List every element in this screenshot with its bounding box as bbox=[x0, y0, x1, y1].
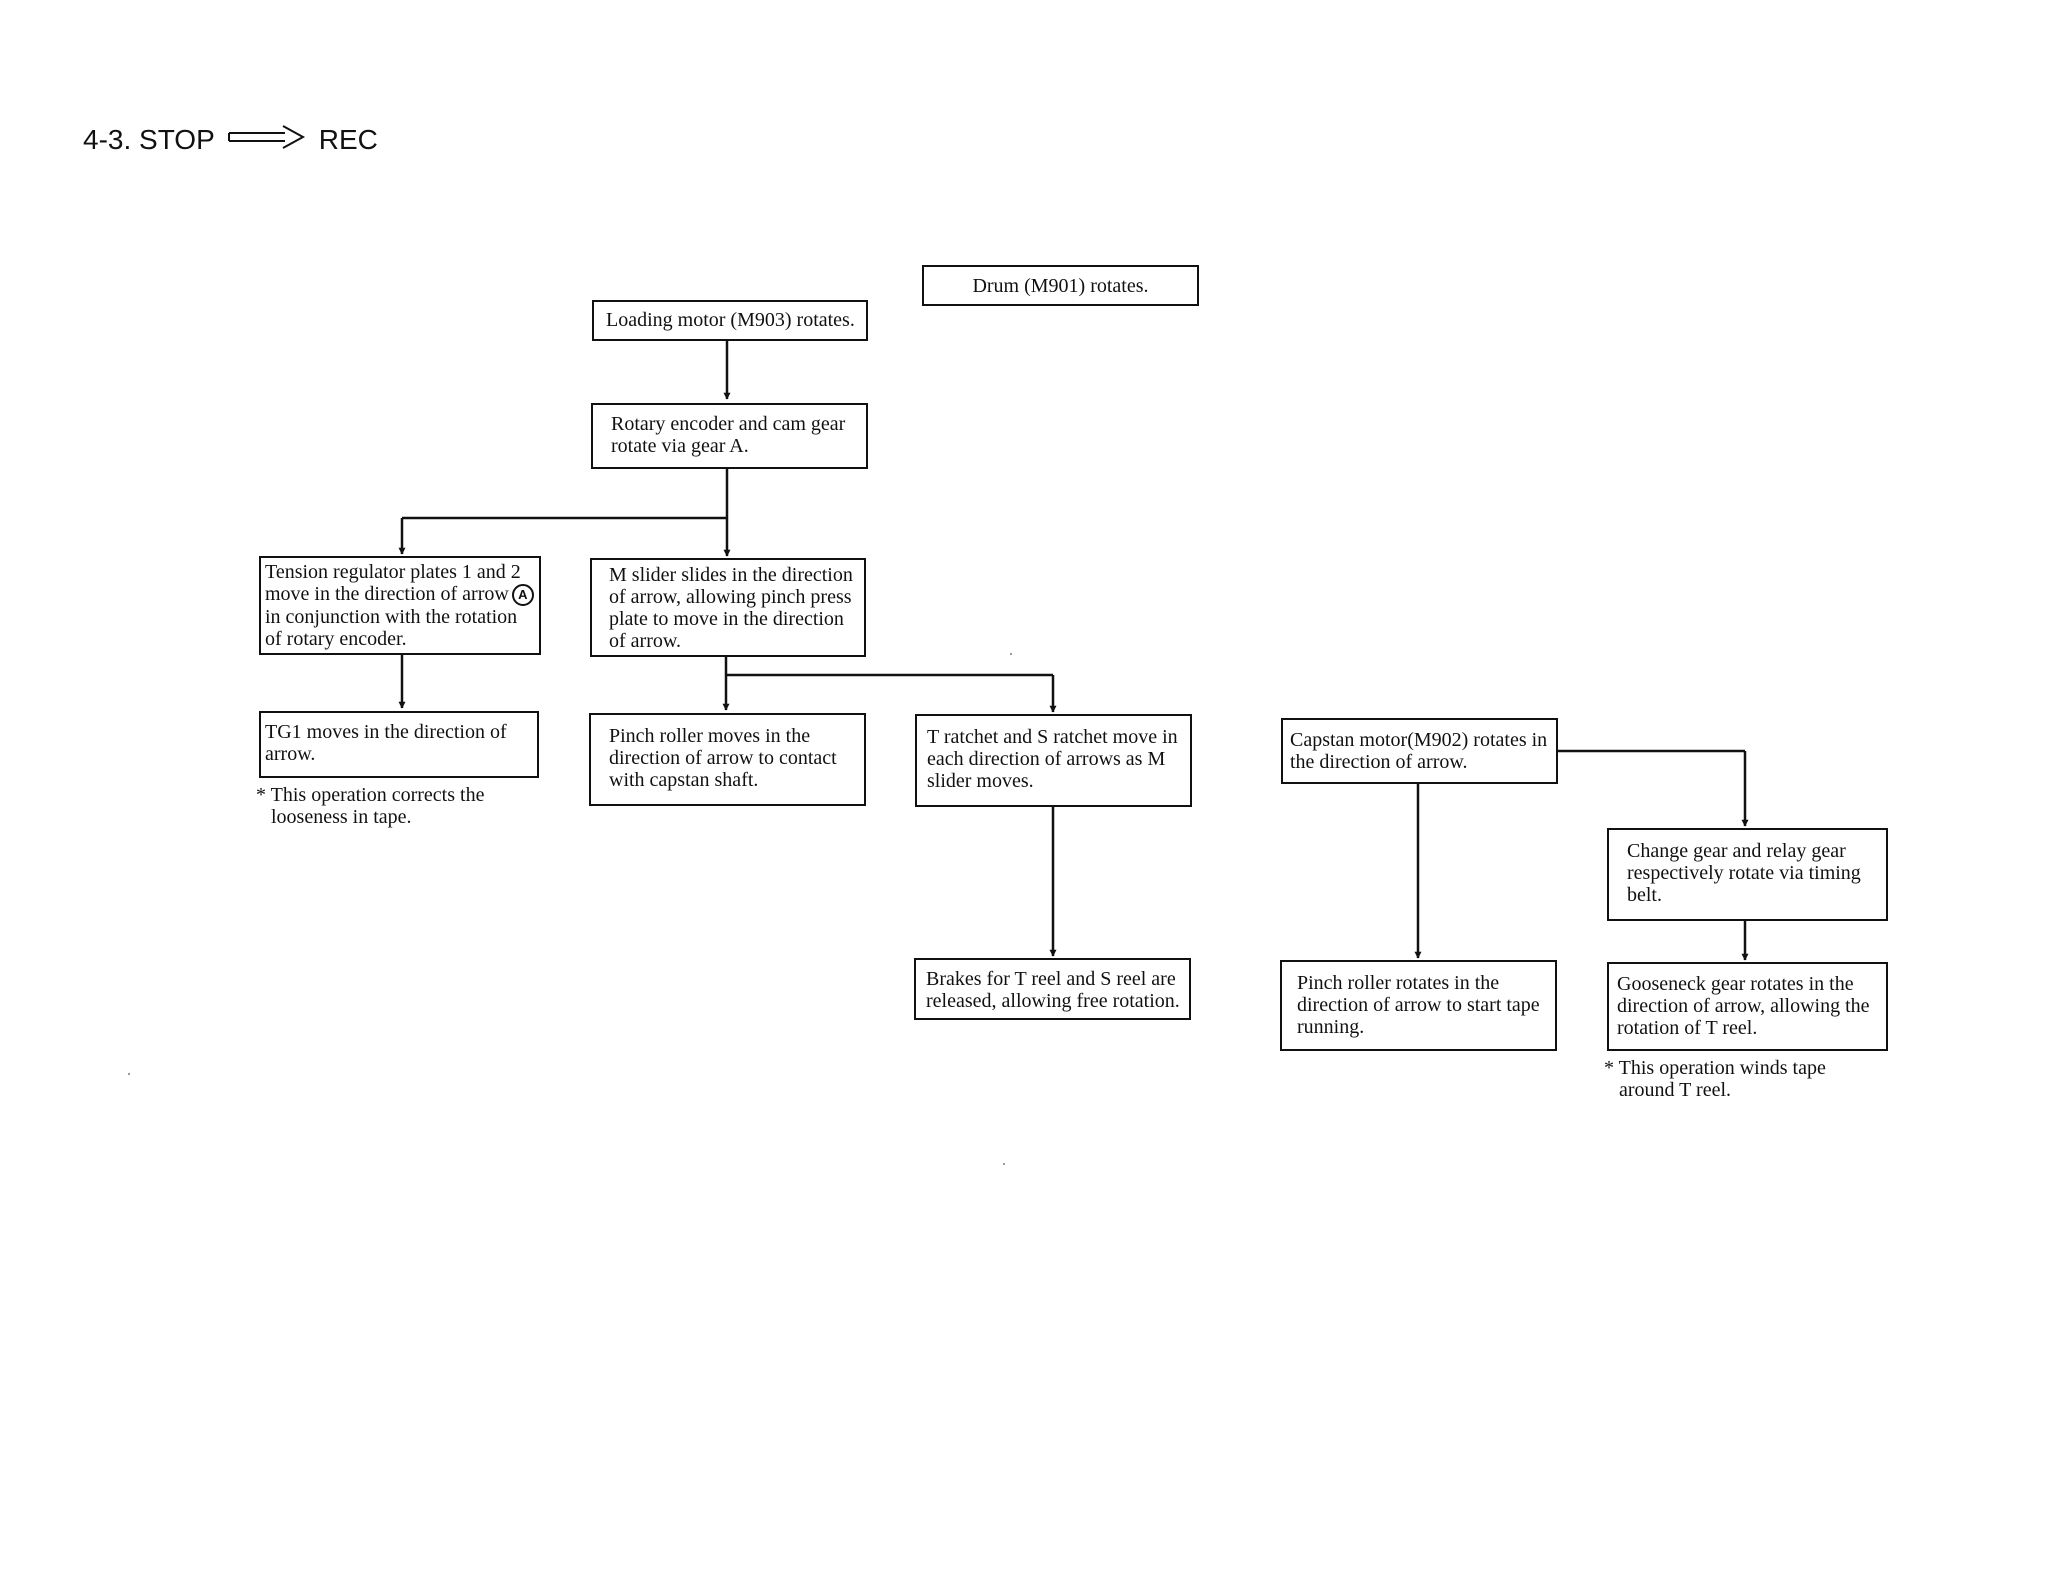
box-tension-regulator: Tension regulator plates 1 and 2 move in the direction of arrow A in conjunction with the rotation of rotary encoder. bbox=[259, 556, 541, 655]
scan-speck bbox=[1003, 1163, 1005, 1165]
box-pinch-roller-contact: Pinch roller moves in the direction of arrow to contact with capstan shaft. bbox=[589, 713, 866, 806]
box-ratchets: T ratchet and S ratchet move in each direction of arrows as M slider moves. bbox=[915, 714, 1192, 807]
heading-to-mode: REC bbox=[318, 124, 378, 155]
box-loading-motor: Loading motor (M903) rotates. bbox=[592, 300, 868, 341]
box-rotary-encoder: Rotary encoder and cam gear rotate via gear A. bbox=[591, 403, 868, 469]
box-tg1: TG1 moves in the direction of arrow. bbox=[259, 711, 539, 778]
heading-from-mode: STOP bbox=[139, 124, 215, 155]
note-tg1: * This operation corrects the looseness in tape. bbox=[256, 784, 485, 828]
note-gooseneck: * This operation winds tape around T reel. bbox=[1604, 1057, 1826, 1101]
circled-a-marker: A bbox=[512, 584, 534, 606]
box-m-slider: M slider slides in the direction of arrow, allowing pinch press plate to move in the direction of arrow. bbox=[590, 558, 866, 657]
box-brakes: Brakes for T reel and S reel are released, allowing free rotation. bbox=[914, 958, 1191, 1020]
scan-speck bbox=[1010, 653, 1012, 655]
scan-speck bbox=[128, 1073, 130, 1075]
box-gooseneck-gear: Gooseneck gear rotates in the direction of arrow, allowing the rotation of T reel. bbox=[1607, 962, 1888, 1051]
box-pinch-roller-rotates: Pinch roller rotates in the direction of arrow to start tape running. bbox=[1280, 960, 1557, 1051]
section-number: 4-3. bbox=[83, 124, 132, 155]
box-change-gear: Change gear and relay gear respectively rotate via timing belt. bbox=[1607, 828, 1888, 921]
box-capstan-motor: Capstan motor(M902) rotates in the direction of arrow. bbox=[1281, 718, 1558, 784]
box-drum-rotates: Drum (M901) rotates. bbox=[922, 265, 1199, 306]
